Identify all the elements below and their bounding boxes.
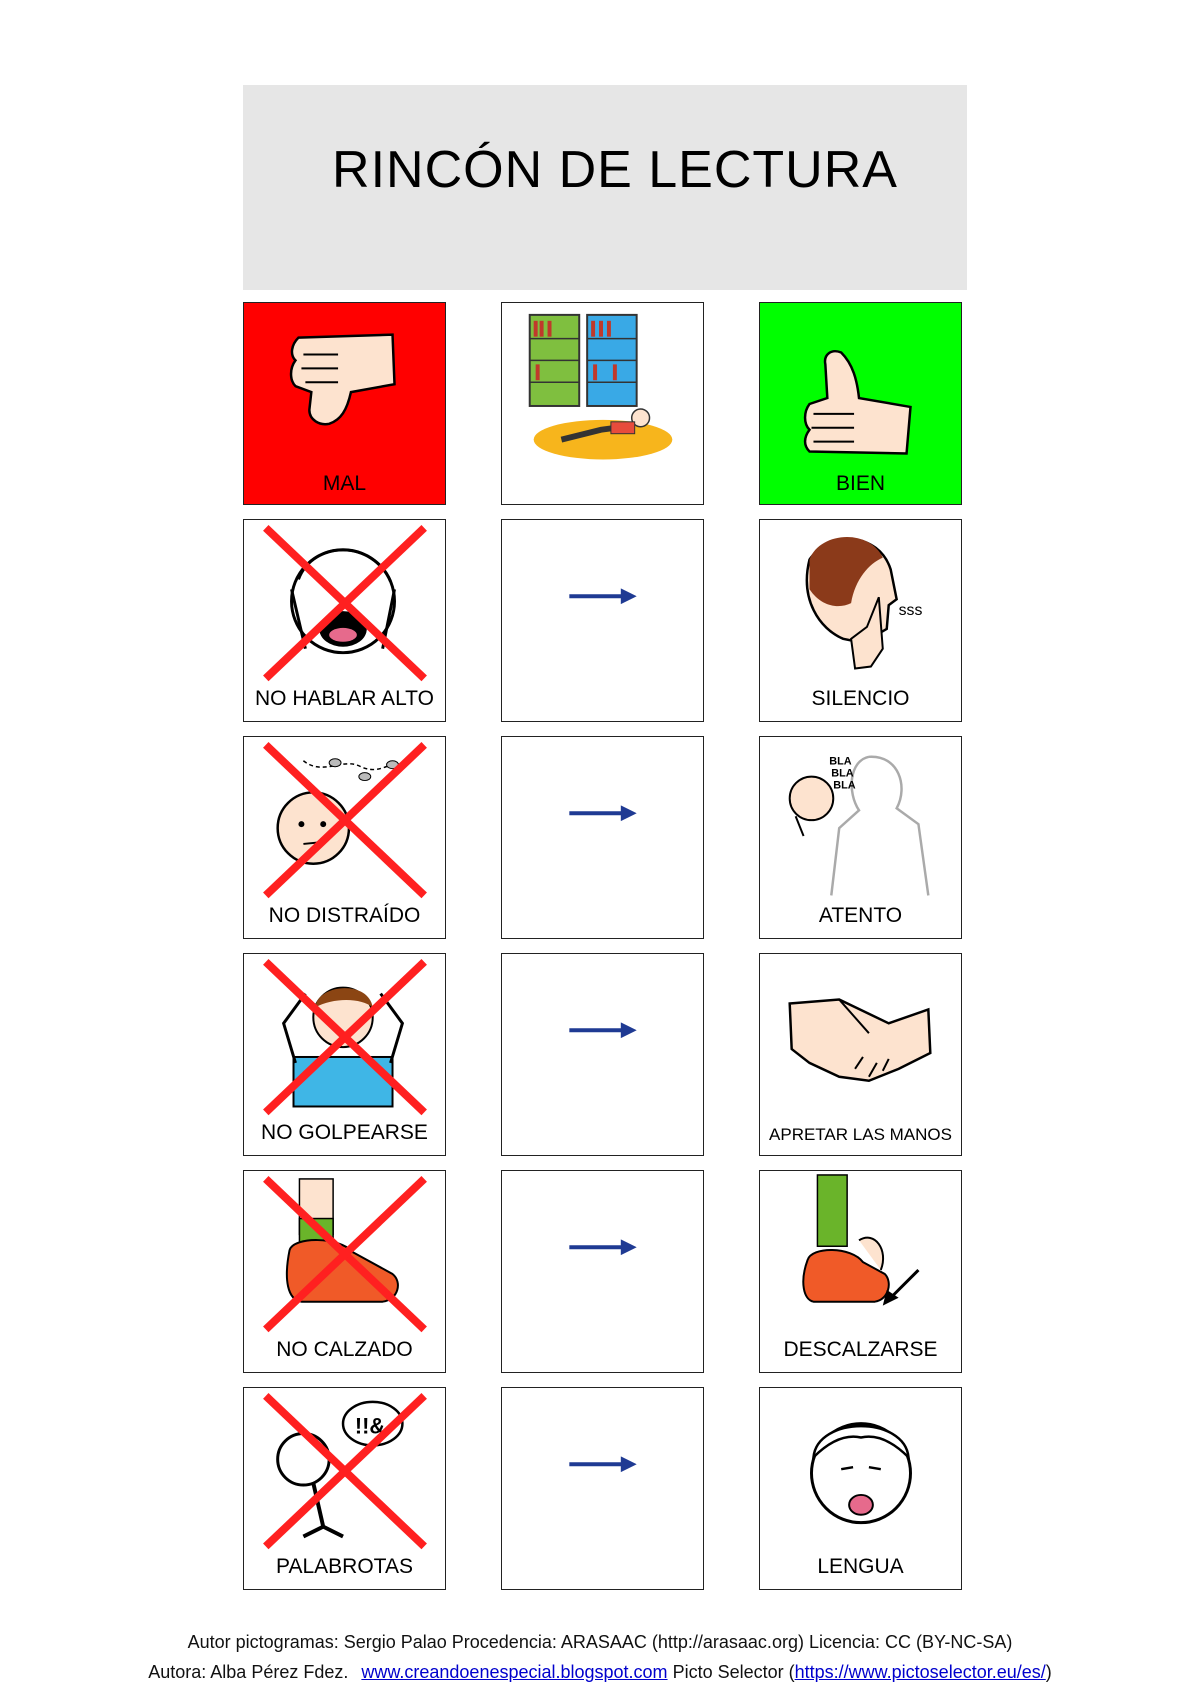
footer-credits: Autor pictogramas: Sergio Palao Procedencia: ARASAAC (http://arasaac.org) Licencia: CC (BY-NC-SA): [187, 1632, 1013, 1652]
card-lengua: [759, 1387, 962, 1590]
svg-text:BLA: BLA: [829, 755, 852, 768]
card-mal: [243, 302, 446, 505]
pictoselector-link[interactable]: https://www.pictoselector.eu/es/: [794, 1662, 1046, 1682]
label-bien: BIEN: [835, 472, 885, 495]
footer-suffix-text: ): [1045, 1662, 1052, 1682]
card-descalzarse: [759, 1170, 962, 1373]
label-bad: NO HABLAR ALTO: [255, 687, 434, 710]
blog-link[interactable]: www.creandoenespecial.blogspot.com: [361, 1662, 668, 1682]
svg-text:sss: sss: [898, 602, 923, 620]
label-bad: PALABROTAS: [276, 1555, 413, 1578]
arrow-card: [501, 736, 704, 939]
label-good: ATENTO: [818, 904, 903, 927]
card-atento: [759, 736, 962, 939]
svg-text:BLA: BLA: [833, 779, 856, 792]
card-no-hablar-alto: [243, 519, 446, 722]
footer-middle-text: Picto Selector (: [672, 1662, 795, 1682]
card-no-distraido: [243, 736, 446, 939]
label-good: LENGUA: [817, 1555, 904, 1578]
reading-corner-icon: [502, 303, 703, 504]
card-palabrotas: [243, 1387, 446, 1590]
right-arrow-icon: [502, 737, 703, 938]
label-good: SILENCIO: [811, 687, 910, 710]
card-silencio: [759, 519, 962, 722]
label-bad: NO GOLPEARSE: [261, 1121, 428, 1144]
footer-author: [0, 1662, 1200, 1683]
label-bad: NO CALZADO: [276, 1338, 413, 1361]
card-bien: [759, 302, 962, 505]
card-no-calzado: [243, 1170, 446, 1373]
right-arrow-icon: [502, 520, 703, 721]
title-banner: [243, 85, 967, 290]
label-mal: MAL: [322, 472, 367, 495]
right-arrow-icon: [502, 954, 703, 1155]
page-title: RINCÓN DE LECTURA: [332, 141, 898, 199]
label-bad: NO DISTRAÍDO: [268, 904, 421, 927]
svg-text:!!&: !!&: [354, 1413, 386, 1439]
arrow-card: [501, 953, 704, 1156]
arrow-card: [501, 1170, 704, 1373]
card-no-golpearse: [243, 953, 446, 1156]
arrow-card: [501, 519, 704, 722]
footer-author-text: Autora: Alba Pérez Fdez.: [148, 1662, 349, 1682]
label-good: APRETAR LAS MANOS: [769, 1125, 952, 1144]
card-apretar-manos: [759, 953, 962, 1156]
card-reading-corner: [501, 302, 704, 505]
arrow-card: [501, 1387, 704, 1590]
svg-text:BLA: BLA: [831, 767, 854, 780]
right-arrow-icon: [502, 1388, 703, 1589]
label-good: DESCALZARSE: [783, 1338, 938, 1361]
right-arrow-icon: [502, 1171, 703, 1372]
